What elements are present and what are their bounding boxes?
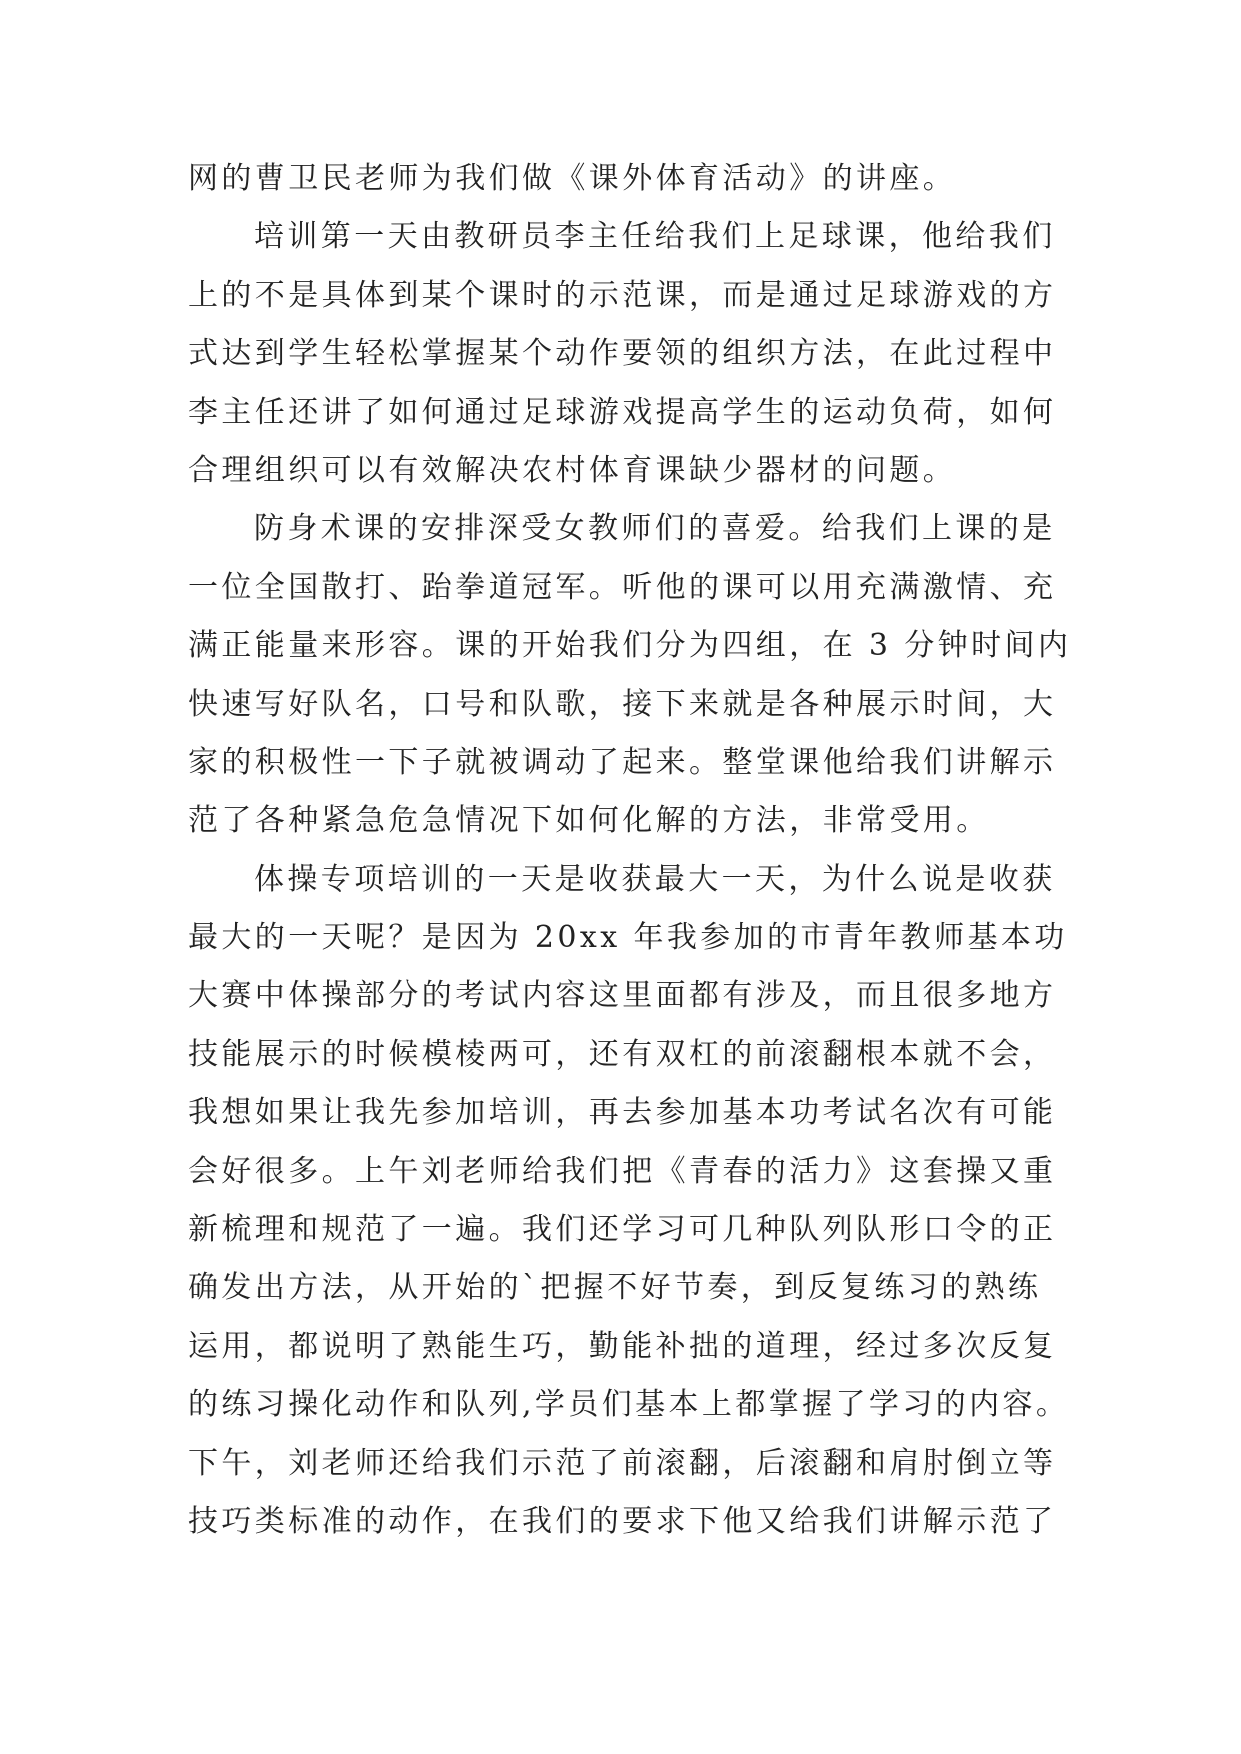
text-line: 确发出方法，从开始的`把握不好节奏，到反复练习的熟练 bbox=[188, 1270, 1042, 1306]
text-line: 大赛中体操部分的考试内容这里面都有涉及，而且很多地方 bbox=[188, 978, 1057, 1014]
text-line: 范了各种紧急危急情况下如何化解的方法，非常受用。 bbox=[188, 803, 990, 839]
paragraph-start-line: 培训第一天由教研员李主任给我们上足球课，他给我们 bbox=[254, 219, 1056, 255]
text-line: 技巧类标准的动作，在我们的要求下他又给我们讲解示范了 bbox=[188, 1503, 1057, 1539]
text-line: 运用，都说明了熟能生巧，勤能补拙的道理，经过多次反复 bbox=[188, 1328, 1057, 1364]
text-line: 技能展示的时候模棱两可，还有双杠的前滚翻根本就不会， bbox=[188, 1036, 1057, 1072]
text-line: 合理组织可以有效解决农村体育课缺少器材的问题。 bbox=[188, 452, 957, 488]
text-line: 满正能量来形容。课的开始我们分为四组，在 3 分钟时间内 bbox=[188, 628, 1072, 664]
text-line: 的练习操化动作和队列,学员们基本上都掌握了学习的内容。 bbox=[188, 1387, 1070, 1423]
text-line: 最大的一天呢？是因为 20xx 年我参加的市青年教师基本功 bbox=[188, 920, 1068, 956]
text-line: 李主任还讲了如何通过足球游戏提高学生的运动负荷，如何 bbox=[188, 394, 1057, 430]
text-line: 会好很多。上午刘老师给我们把《青春的活力》这套操又重 bbox=[188, 1153, 1057, 1189]
text-line: 家的积极性一下子就被调动了起来。整堂课他给我们讲解示 bbox=[188, 744, 1057, 780]
text-line: 式达到学生轻松掌握某个动作要领的组织方法，在此过程中 bbox=[188, 336, 1057, 372]
text-line: 一位全国散打、跆拳道冠军。听他的课可以用充满激情、充 bbox=[188, 569, 1057, 605]
text-line: 快速写好队名，口号和队歌，接下来就是各种展示时间，大 bbox=[188, 686, 1057, 722]
paragraph-start-line: 体操专项培训的一天是收获最大一天，为什么说是收获 bbox=[254, 861, 1056, 897]
text-line: 网的曹卫民老师为我们做《课外体育活动》的讲座。 bbox=[188, 161, 957, 196]
body-text bbox=[188, 150, 1072, 1551]
text-line: 上的不是具体到某个课时的示范课，而是通过足球游戏的方 bbox=[188, 277, 1057, 313]
text-line: 新梳理和规范了一遍。我们还学习可几种队列队形口令的正 bbox=[188, 1212, 1057, 1248]
paragraph-start-line: 防身术课的安排深受女教师们的喜爱。给我们上课的是 bbox=[254, 511, 1056, 547]
text-line: 我想如果让我先参加培训，再去参加基本功考试名次有可能 bbox=[188, 1095, 1057, 1131]
text-line: 下午，刘老师还给我们示范了前滚翻，后滚翻和肩肘倒立等 bbox=[188, 1445, 1057, 1481]
